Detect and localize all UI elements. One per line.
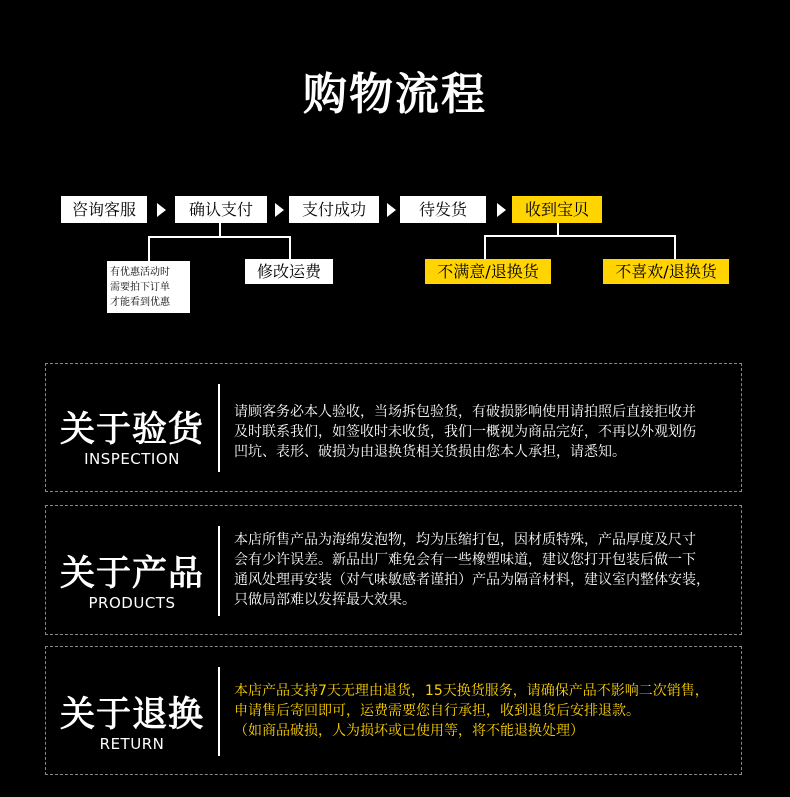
inspection-subtitle: INSPECTION: [84, 450, 180, 468]
note-line: 才能看到优惠: [110, 297, 170, 308]
text-line: 及时联系我们，如签收时未收货，我们一概视为商品完好，不再以外观划伤: [234, 424, 696, 440]
step-confirm-payment: 确认支付: [175, 196, 267, 223]
panel-divider: [218, 526, 220, 616]
text-line: 申请售后寄回即可，运费需要您自行承担，收到退货后安排退款。: [234, 703, 640, 719]
note-line: 需要拍下订单: [110, 282, 170, 293]
connector-line: [484, 235, 486, 259]
text-line: 通风处理再安装（对气味敏感者谨拍）产品为隔音材料，建议室内整体安装，: [234, 572, 710, 588]
inspection-heading: [46, 402, 218, 468]
panel-divider: [218, 384, 220, 472]
arrow-right-icon: [275, 203, 284, 217]
connector-line: [148, 236, 290, 238]
page-title: 购物流程: [303, 69, 487, 120]
text-line: 凹坑、表形、破损为由退换货相关货损由您本人承担，请悉知。: [234, 444, 626, 460]
return-title: 关于退换: [59, 695, 204, 735]
products-title: 关于产品: [59, 554, 204, 594]
text-line: 只做局部难以发挥最大效果。: [234, 592, 416, 608]
products-text: [234, 530, 739, 610]
panel-divider: [218, 667, 220, 756]
arrow-right-icon: [157, 203, 166, 217]
text-line: 会有少许误差。新品出厂难免会有一些橡塑味道，建议您打开包装后做一下: [234, 552, 696, 568]
step-received-goods: 收到宝贝: [512, 196, 602, 223]
modify-freight-box: 修改运费: [245, 259, 333, 284]
connector-line: [219, 223, 221, 236]
step-awaiting-shipment: 待发货: [400, 196, 486, 223]
return-panel: [45, 646, 742, 775]
products-subtitle: PRODUCTS: [88, 594, 176, 612]
inspection-panel: [45, 363, 742, 492]
inspection-title: 关于验货: [59, 410, 204, 450]
return-heading: [46, 687, 218, 753]
connector-line: [484, 235, 676, 237]
arrow-right-icon: [387, 203, 396, 217]
discount-note: [107, 261, 190, 313]
step-consult-service: 咨询客服: [61, 196, 147, 223]
note-line: 有优惠活动时: [110, 267, 170, 278]
return-text: [234, 681, 739, 741]
arrow-right-icon: [497, 203, 506, 217]
text-line: 请顾客务必本人验收，当场拆包验货，有破损影响使用请拍照后直接拒收并: [234, 404, 696, 420]
text-line: 本店所售产品为海绵发泡物，均为压缩打包，因材质特殊，产品厚度及尺寸: [234, 532, 696, 548]
products-panel: [45, 505, 742, 635]
return-subtitle: RETURN: [99, 735, 165, 753]
step-payment-success: 支付成功: [289, 196, 379, 223]
products-heading: [46, 546, 218, 612]
dissatisfied-return-box: 不满意/退换货: [425, 259, 551, 284]
text-line: 本店产品支持7天无理由退货，15天换货服务，请确保产品不影响二次销售，: [234, 683, 709, 699]
connector-line: [674, 235, 676, 259]
dislike-return-box: 不喜欢/退换货: [603, 259, 729, 284]
text-line: （如商品破损，人为损坏或已使用等，将不能退换处理）: [234, 723, 584, 739]
connector-line: [148, 236, 150, 261]
connector-line: [289, 236, 291, 259]
inspection-text: [234, 402, 739, 462]
